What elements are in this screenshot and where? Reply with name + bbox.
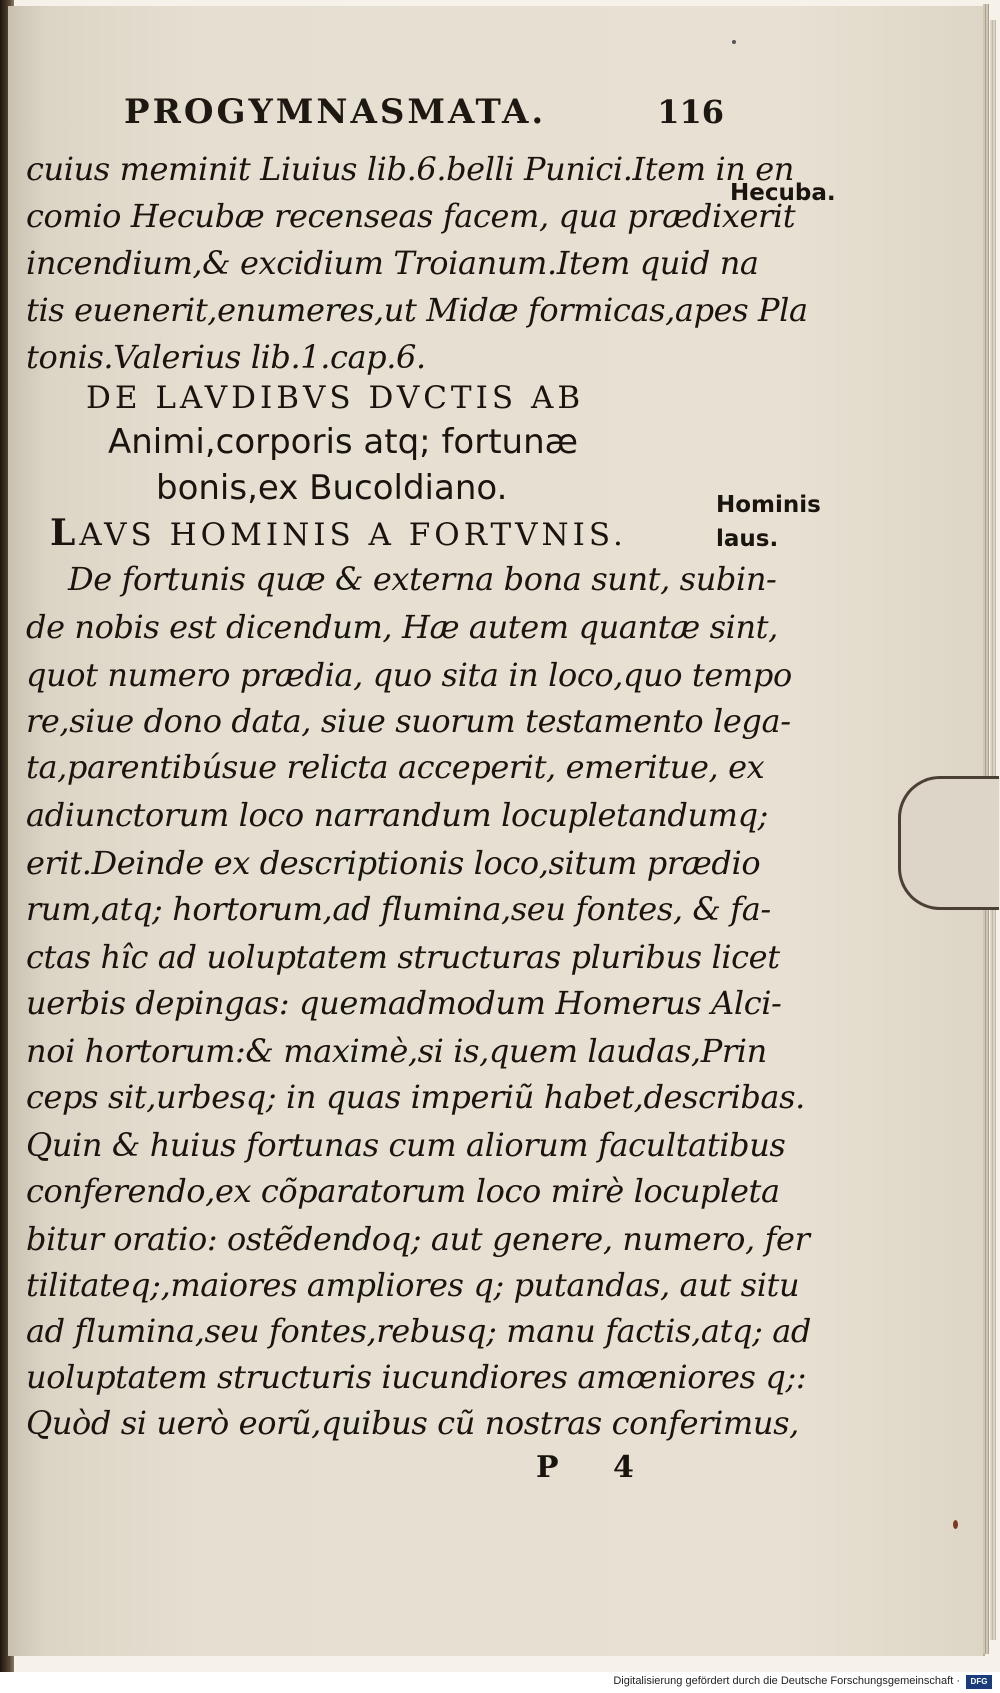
running-head (124, 92, 724, 136)
text-line: re,siue dono data, siue suorum testamento lega- (26, 702, 791, 740)
text-line: comio Hecubæ recenseas facem, qua prædixerit (26, 197, 796, 235)
ink-speck (953, 1520, 958, 1529)
text-line: ta,parentibúsue relicta acceperit, emeritue, ex (26, 748, 765, 786)
text-line: Quòd si uerò eorũ,quibus cũ nostras conferimus, (26, 1404, 799, 1442)
text-line: ceps sit,urbesq; in quas imperiũ habet,describas. (26, 1078, 805, 1116)
subheading (50, 512, 627, 554)
section-heading: bonis,ex Bucoldiano. (156, 468, 508, 508)
text-line: bitur oratio: ostẽdendoq; aut genere, numero, fer (26, 1220, 810, 1258)
text-line: conferendo,ex cõparatorum loco mirè locupleta (26, 1172, 780, 1210)
margin-note-hominis (716, 488, 821, 556)
subheading-initial: L (50, 512, 80, 554)
text-line: erit.Deinde ex descriptionis loco,situm prædio (26, 844, 761, 882)
margin-note-line: laus. (716, 526, 779, 552)
text-line: ad flumina,seu fontes,rebusq; manu factis,atq; ad (26, 1312, 811, 1350)
margin-note-hecuba: Hecuba. (730, 180, 836, 206)
text-line: uoluptatem structuris iucundiores amœniores q;: (26, 1358, 807, 1396)
text-line: tilitateq;,maiores ampliores q; putandas, aut situ (26, 1266, 800, 1304)
text-line: noi hortorum:& maximè,si is,quem laudas,Prin (26, 1032, 767, 1070)
page-clip (898, 776, 999, 910)
text-line: uerbis depingas: quemadmodum Homerus Alci- (26, 984, 782, 1022)
section-heading: DE LAVDIBVS DVCTIS AB (86, 380, 585, 416)
text-line: adiunctorum loco narrandum locupletandumq; (26, 796, 769, 834)
text-line: tonis.Valerius lib.1.cap.6. (26, 338, 426, 376)
text-line: De fortunis quæ & externa bona sunt, subin- (68, 560, 777, 598)
margin-note-line: Hominis (716, 492, 821, 518)
text-line: de nobis est dicendum, Hæ autem quantæ sint, (26, 608, 778, 646)
signature-mark: P 4 (536, 1450, 656, 1485)
subheading-text: AVS HOMINIS A FORTVNIS. (79, 517, 627, 553)
dfg-logo: DFG (966, 1675, 992, 1689)
text-line: ctas hîc ad uoluptatem structuras pluribus licet (26, 938, 780, 976)
running-title: PROGYMNASMATA. (124, 92, 547, 132)
footer-credit: Digitalisierung gefördert durch die Deutsche Forschungsgemeinschaft · (613, 1675, 960, 1687)
text-line: Quin & huius fortunas cum aliorum facultatibus (26, 1126, 786, 1164)
text-line: tis euenerit,enumeres,ut Midæ formicas,apes Pla (26, 291, 808, 329)
section-heading: Animi,corporis atq; fortunæ (108, 422, 579, 462)
page-number: 116 (657, 93, 724, 131)
text-line: rum,atq; hortorum,ad flumina,seu fontes, & fa- (26, 890, 771, 928)
text-line: incendium,& excidium Troianum.Item quid na (26, 244, 759, 282)
text-line: quot numero prædia, quo sita in loco,quo tempo (26, 656, 792, 694)
digitization-footer (0, 1672, 1000, 1693)
ink-speck (732, 40, 736, 44)
text-line: cuius meminit Liuius lib.6.belli Punici.Item in en (26, 150, 795, 188)
